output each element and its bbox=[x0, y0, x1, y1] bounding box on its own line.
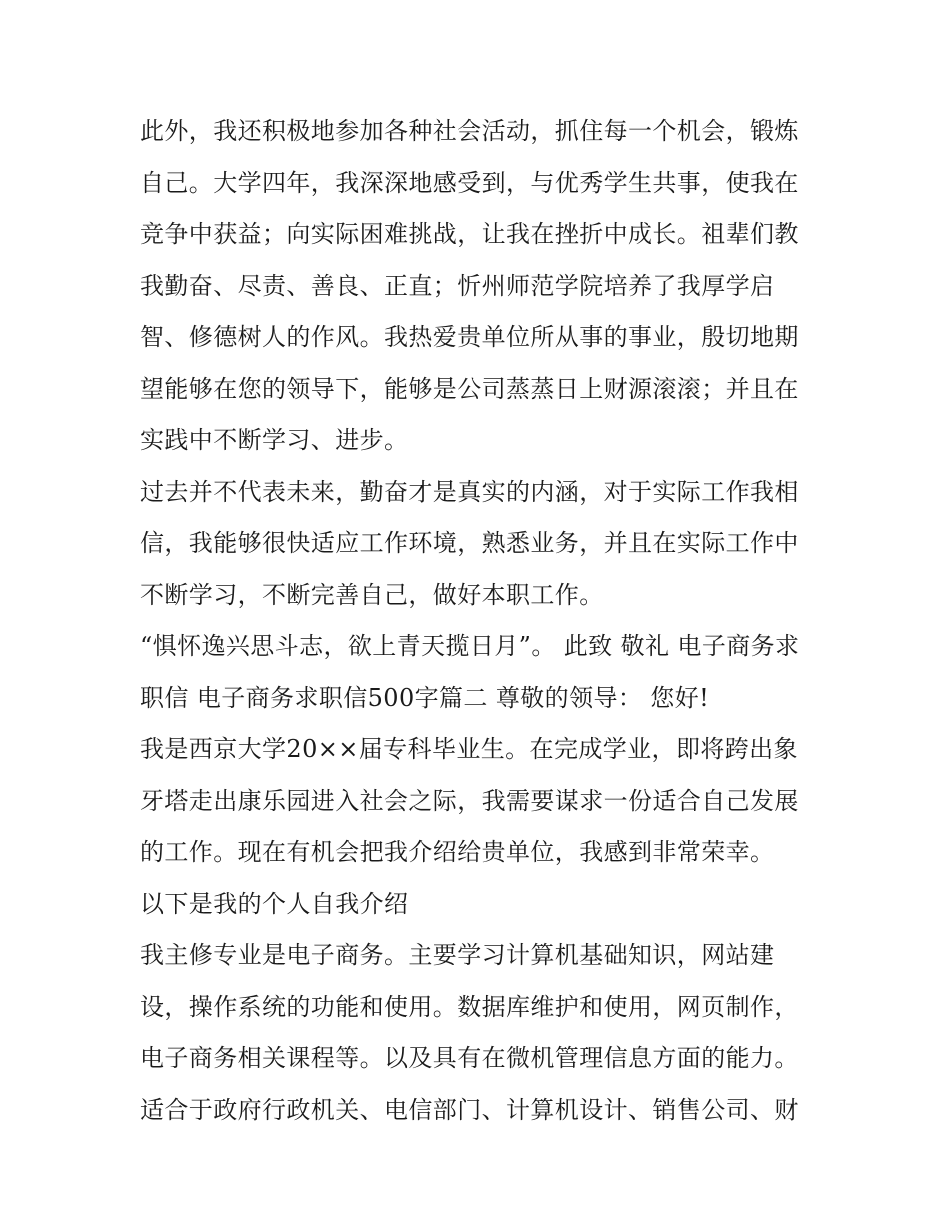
text-line: 实践中不断学习、进步。 bbox=[140, 426, 409, 454]
text-line: 职信 电子商务求职信500字篇二 尊敬的领导： 您好! bbox=[140, 683, 710, 712]
text-line: 我是西京大学20××届专科毕业生。在完成学业，即将跨出象 bbox=[140, 735, 798, 763]
text-line: 牙塔走出康乐园进入社会之际，我需要谋求一份适合自己发展 bbox=[140, 786, 799, 815]
text-line: 竞争中获益；向实际困难挑战，让我在挫折中成长。祖辈们教 bbox=[140, 220, 799, 248]
text-line: 此外，我还积极地参加各种社会活动，抓住每一个机会，锻炼 bbox=[140, 117, 799, 145]
text-line: 信，我能够很快适应工作环境，熟悉业务，并且在实际工作中 bbox=[140, 529, 799, 557]
text-line: 我主修专业是电子商务。主要学习计算机基础知识，网站建 bbox=[140, 941, 775, 969]
text-line: “惧怀逸兴思斗志，欲上青天揽日月”。 此致 敬礼 电子商务求 bbox=[140, 632, 800, 660]
text-line: 适合于政府行政机关、电信部门、计算机设计、销售公司、财 bbox=[140, 1095, 799, 1124]
text-line: 的工作。现在有机会把我介绍给贵单位，我感到非常荣幸。 bbox=[140, 838, 775, 866]
text-line: 我勤奋、尽责、善良、正直；忻州师范学院培养了我厚学启 bbox=[140, 271, 775, 300]
text-line: 过去并不代表未来，勤奋才是真实的内涵，对于实际工作我相 bbox=[140, 477, 799, 506]
text-line: 设，操作系统的功能和使用。数据库维护和使用，网页制作， bbox=[140, 992, 799, 1021]
document-body bbox=[140, 106, 830, 1136]
text-line: 智、修德树人的作风。我热爱贵单位所从事的事业，殷切地期 bbox=[140, 323, 799, 351]
text-line: 自己。大学四年，我深深地感受到，与优秀学生共事，使我在 bbox=[140, 168, 799, 197]
text-line: 望能够在您的领导下，能够是公司蒸蒸日上财源滚滚；并且在 bbox=[140, 374, 799, 403]
section-heading-line: 以下是我的个人自我介绍 bbox=[140, 889, 409, 918]
text-line: 电子商务相关课程等。以及具有在微机管理信息方面的能力。 bbox=[140, 1044, 799, 1072]
text-line: 不断学习，不断完善自己，做好本职工作。 bbox=[140, 580, 604, 609]
